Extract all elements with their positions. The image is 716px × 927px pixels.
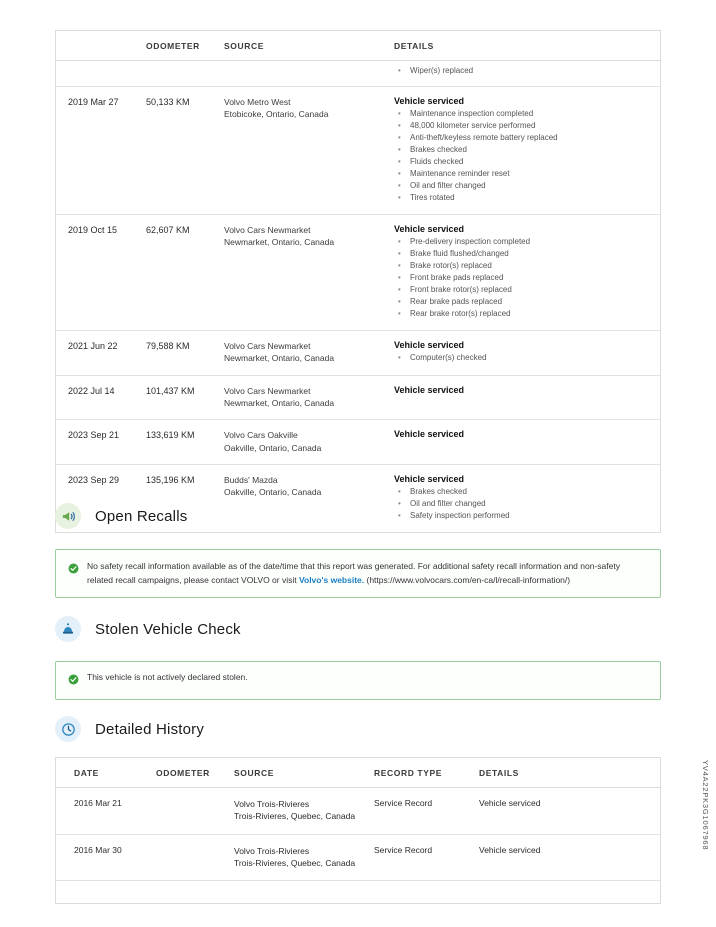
table-row [56,835,660,882]
detailed-history-header-row [56,758,660,788]
detail-item: • Maintenance inspection completed [394,108,660,120]
detail-item: • Rear brake rotor(s) replaced [394,308,660,320]
cell-odometer: 50,133 KM [146,97,190,107]
cell-odometer [156,845,234,870]
detail-item: • Tires rotated [394,192,660,204]
vin-margin-text: YV4A22PK3G1067968 [701,760,710,851]
detail-title: Vehicle serviced [394,473,465,484]
cell-source [224,429,394,454]
table-row [56,788,660,835]
clock-history-icon [55,716,81,742]
recall-megaphone-icon [55,503,81,529]
cell-details [394,340,660,365]
detail-item: • Pre-delivery inspection completed [394,236,660,248]
detail-item: • Front brake rotor(s) replaced [394,284,660,296]
cell-source [224,224,394,320]
cell-date: 2016 Mar 30 [74,844,122,855]
cell-odometer: 133,619 KM [146,430,195,441]
cell-details [394,96,660,204]
recall-text-after-link: (https://www.volvocars.com/en-ca/l/recall-information/) [364,574,571,585]
detail-item: • Oil and filter changed [394,498,660,510]
source-name: Volvo Metro West [224,97,291,107]
detail-list [394,236,660,320]
cell-date: 2023 Sep 21 [68,430,120,441]
cell-odometer: 101,437 KM [146,385,195,396]
source-location: Oakville, Ontario, Canada [224,442,322,453]
detail-item: • Safety inspection performed [394,510,660,522]
col-header-record-type: RECORD TYPE [374,768,442,778]
cell-date: 2021 Jun 22 [68,341,118,351]
volvo-website-link[interactable]: Volvo's website. [298,574,365,585]
source-location: Etobicoke, Ontario, Canada [224,109,329,120]
cell-details [394,385,660,410]
detail-list [394,65,660,77]
cell-odometer [156,798,234,823]
col-header-blank [56,41,146,51]
cell-date: 2019 Oct 15 [68,225,118,235]
cell-date: 2019 Mar 27 [68,97,119,107]
detail-list [394,108,660,204]
cell-record-type: Service Record [374,798,433,808]
cell-details: Vehicle serviced [479,844,541,855]
section-header-open-recalls [55,503,187,529]
table-row-partial [56,881,660,903]
detail-item: • Fluids checked [394,156,660,168]
detail-item: • Computer(s) checked [394,352,660,364]
cell-odometer: 62,607 KM [146,225,190,235]
col-header-odometer: ODOMETER [156,768,210,778]
detail-list [394,352,660,364]
source-name: Budds' Mazda [224,474,278,485]
section-header-detailed-history [55,716,204,742]
detail-item: • Maintenance reminder reset [394,168,660,180]
cell-odometer: 79,588 KM [146,341,190,351]
source-location: Oakville, Ontario, Canada [224,487,322,498]
cell-source [234,798,374,823]
source-location: Newmarket, Ontario, Canada [224,397,335,408]
open-recalls-text [87,560,648,587]
table-row [56,87,660,215]
detail-item: • Front brake pads replaced [394,272,660,284]
source-location: Newmarket, Ontario, Canada [224,353,335,364]
detail-title: Vehicle serviced [394,96,465,106]
cell-odometer: 135,196 KM [146,474,195,485]
cell-date: 2023 Sep 29 [68,474,120,485]
detailed-history-table [55,757,661,904]
detail-item: • Brake fluid flushed/changed [394,248,660,260]
source-location: Newmarket, Ontario, Canada [224,237,335,248]
open-recalls-callout [55,549,661,598]
table-row [56,420,660,465]
recall-text-before-link: No safety recall information available as of the date/time that this report was generated. For additional safety recall information and non-safety related recall campaigns, please contact VOLVO or visit [87,561,620,585]
col-header-odometer: ODOMETER [146,41,200,51]
service-history-table [55,30,661,533]
detail-item: • Anti-theft/keyless remote battery replaced [394,132,660,144]
cell-source [234,845,374,870]
cell-details [394,474,660,522]
cell-date: 2022 Jul 14 [68,385,115,396]
check-circle-icon [68,672,79,690]
siren-icon [55,616,81,642]
section-header-stolen-vehicle-check [55,616,241,642]
check-circle-icon [68,561,79,587]
detail-title: Vehicle serviced [394,384,465,395]
section-title: Stolen Vehicle Check [95,620,241,638]
detail-list [394,486,660,522]
stolen-vehicle-text: This vehicle is not actively declared stolen. [87,672,248,682]
detail-item: • Wiper(s) replaced [394,65,660,77]
cell-record-type: Service Record [374,844,433,855]
source-name: Volvo Trois-Rivieres [234,799,310,809]
detail-title: Vehicle serviced [394,224,465,234]
section-title: Open Recalls [95,507,188,525]
col-header-details: DETAILS [479,768,519,778]
cell-source [224,474,394,522]
table-row [56,331,660,376]
detail-title: Vehicle serviced [394,429,465,440]
table-row [56,376,660,421]
cell-details [394,224,660,320]
table-row [56,215,660,331]
cell-details [394,429,660,454]
detail-item: • Brakes checked [394,486,660,498]
source-location: Trois-Rivieres, Quebec, Canada [234,857,356,868]
col-header-date: DATE [74,768,99,778]
section-title: Detailed History [95,720,205,738]
cell-date: 2016 Mar 21 [74,798,122,808]
source-location: Trois-Rivieres, Quebec, Canada [234,811,356,822]
source-name: Volvo Cars Newmarket [224,341,311,351]
col-header-details: DETAILS [394,41,434,51]
table-row-partial [56,61,660,87]
cell-details: Vehicle serviced [479,798,541,808]
detail-item: • Brakes checked [394,144,660,156]
detail-item: • 48,000 kilometer service performed [394,120,660,132]
stolen-vehicle-callout [55,661,661,700]
col-header-source: SOURCE [224,41,264,51]
source-name: Volvo Cars Oakville [224,430,298,441]
source-name: Volvo Trois-Rivieres [234,845,310,856]
detail-item: • Oil and filter changed [394,180,660,192]
source-name: Volvo Cars Newmarket [224,225,311,235]
source-name: Volvo Cars Newmarket [224,385,311,396]
detail-item: • Rear brake pads replaced [394,296,660,308]
cell-source [224,340,394,365]
service-history-header-row [56,31,660,61]
col-header-source: SOURCE [234,768,274,778]
cell-source [224,96,394,204]
detail-item: • Brake rotor(s) replaced [394,260,660,272]
cell-source [224,385,394,410]
detail-title: Vehicle serviced [394,340,465,350]
